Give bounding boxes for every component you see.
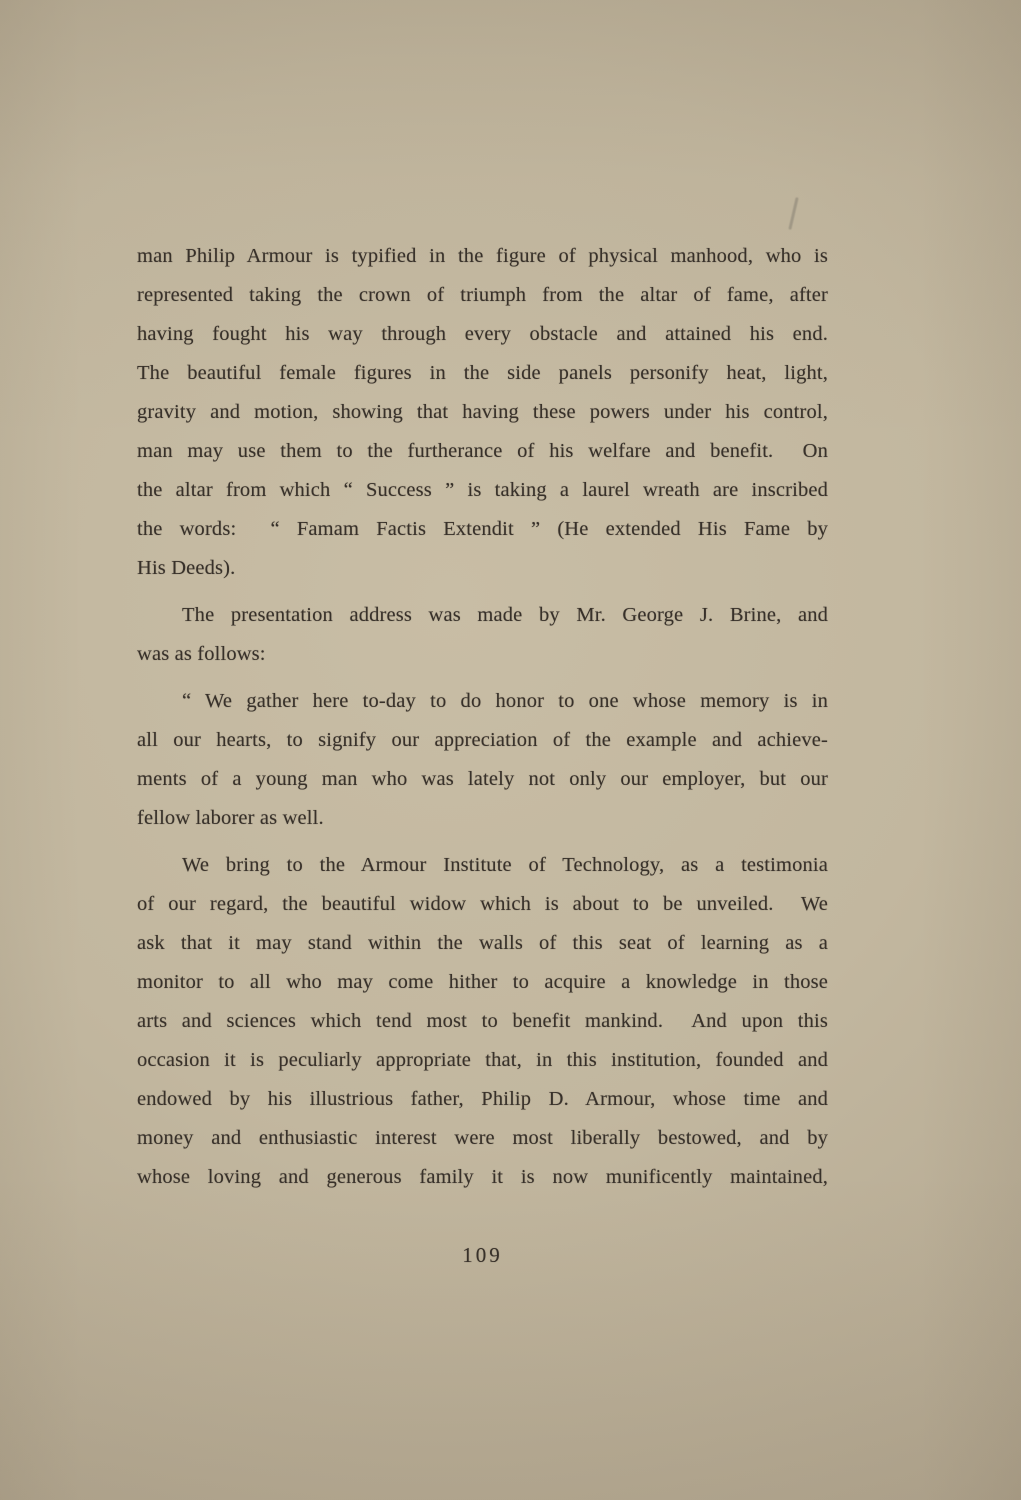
text-line: fellow laborer as well. [137, 807, 324, 829]
text-line: endowed by his illustrious father, Philip D. Armour, whose time and [137, 1088, 828, 1110]
text-line: occasion it is peculiarly appropriate that, in this institution, founded and [137, 1049, 828, 1071]
scan-artifact-mark [788, 197, 798, 230]
paragraph [137, 846, 828, 1197]
text-line: man Philip Armour is typified in the figure of physical manhood, who is [137, 245, 828, 267]
text-line: arts and sciences which tend most to benefit mankind. And upon this [137, 1010, 828, 1032]
text-line: money and enthusiastic interest were most liberally bestowed, and by [137, 1127, 828, 1149]
text-line: ments of a young man who was lately not only our employer, but our [137, 768, 828, 790]
paragraph [137, 682, 828, 838]
text-line: of our regard, the beautiful widow which is about to be unveiled. We [137, 893, 828, 915]
text-line: having fought his way through every obstacle and attained his end. [137, 323, 828, 345]
text-line: was as follows: [137, 643, 266, 665]
text-line: “ We gather here to-day to do honor to one whose memory is in [182, 690, 828, 712]
text-line: The beautiful female figures in the side panels personify heat, light, [137, 362, 828, 384]
text-line: the words: “ Famam Factis Extendit ” (He extended His Fame by [137, 518, 828, 540]
text-line: all our hearts, to signify our appreciation of the example and achieve- [137, 729, 828, 751]
paragraph [137, 237, 828, 588]
text-line: the altar from which “ Success ” is taking a laurel wreath are inscribed [137, 479, 828, 501]
paragraph [137, 596, 828, 674]
text-line: gravity and motion, showing that having these powers under his control, [137, 401, 828, 423]
text-line: monitor to all who may come hither to acquire a knowledge in those [137, 971, 828, 993]
page-number: 109 [462, 1243, 503, 1267]
text-line: We bring to the Armour Institute of Technology, as a testimonia [182, 854, 828, 876]
text-line: whose loving and generous family it is now munificently maintained, [137, 1166, 828, 1188]
text-line: The presentation address was made by Mr. George J. Brine, and [182, 604, 828, 626]
text-line: man may use them to the furtherance of his welfare and benefit. On [137, 440, 828, 462]
text-line: ask that it may stand within the walls of this seat of learning as a [137, 932, 828, 954]
text-line: represented taking the crown of triumph from the altar of fame, after [137, 284, 828, 306]
page-text-block [137, 237, 828, 1205]
text-line: His Deeds). [137, 557, 236, 579]
